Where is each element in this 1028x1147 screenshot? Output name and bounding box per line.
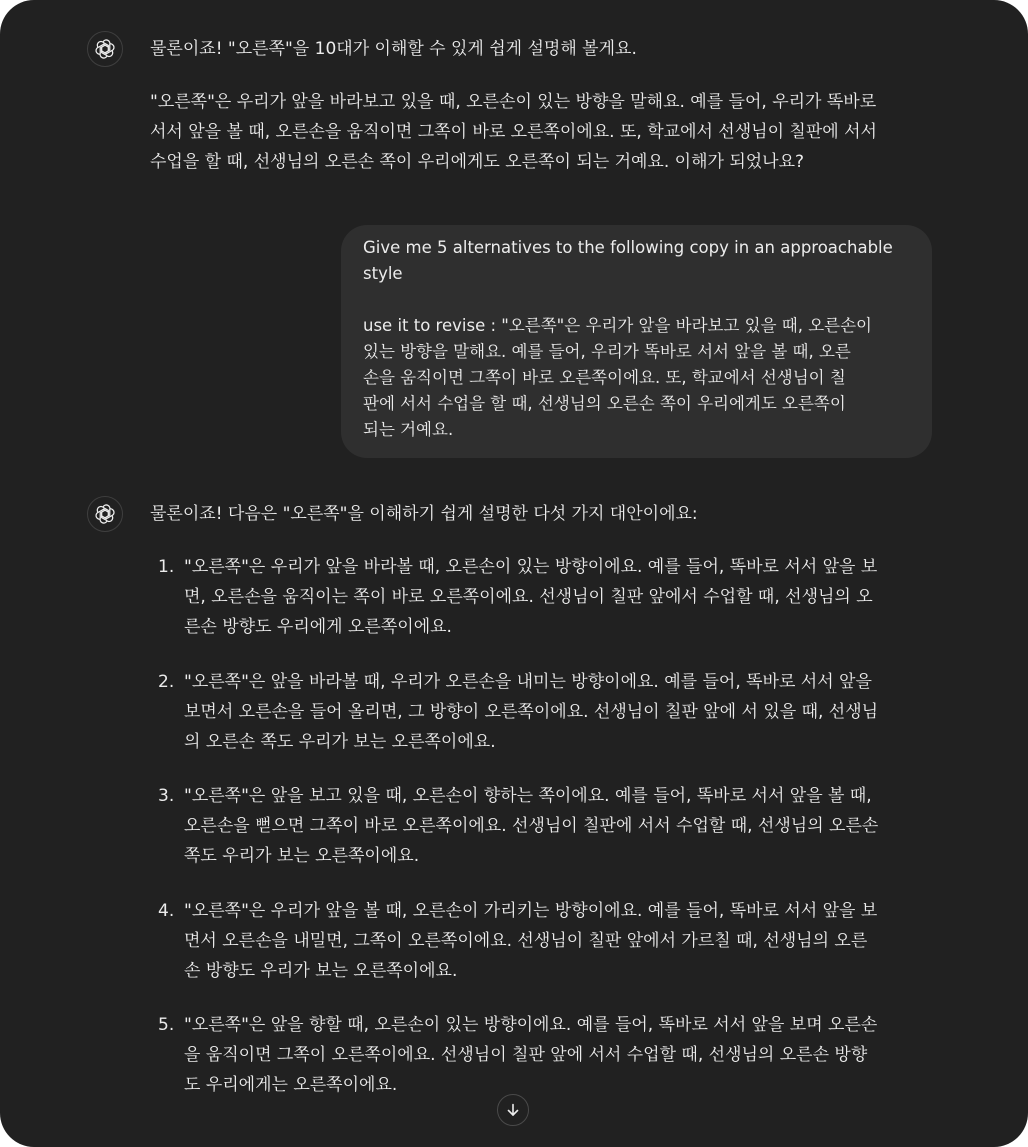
user-message-line: style xyxy=(363,264,403,283)
list-item-line: 도 우리에게는 오른쪽이에요. xyxy=(184,1075,398,1095)
user-message-line: 되는 거예요. xyxy=(363,420,454,439)
assistant-avatar xyxy=(87,31,123,67)
list-item-line: 면서 오른손을 내밀면, 그쪽이 오른쪽이에요. 선생님이 칠판 앞에서 가르칠 때, 선생님의 오른 xyxy=(184,931,868,951)
assistant-avatar xyxy=(87,496,123,532)
user-message-line: 손을 움직이면 그쪽이 바로 오른쪽이에요. 또, 학교에서 선생님이 칠 xyxy=(363,368,846,387)
list-item-number: 2. xyxy=(158,672,175,692)
list-item-line: 을 움직이면 그쪽이 오른쪽이에요. 선생님이 칠판 앞에 서서 수업할 때, 선생님의 오른손 방향 xyxy=(184,1045,868,1065)
user-message-bubble xyxy=(341,225,932,458)
list-item-line: 손 방향도 우리가 보는 오른쪽이에요. xyxy=(184,961,458,981)
arrow-down-icon xyxy=(505,1102,521,1118)
list-item-line: 면, 오른손을 움직이는 쪽이 바로 오른쪽이에요. 선생님이 칠판 앞에서 수업할 때, 선생님의 오 xyxy=(184,587,873,607)
list-item-number: 3. xyxy=(158,786,175,806)
assistant-message-1-intro: 물론이죠! "오른쪽"을 10대가 이해할 수 있게 쉽게 설명해 볼게요. xyxy=(150,39,637,59)
assistant-message-1-body xyxy=(150,87,940,177)
list-item-line: 의 오른손 쪽도 우리가 보는 오른쪽이에요. xyxy=(184,732,496,752)
list-item-line: "오른쪽"은 앞을 보고 있을 때, 오른손이 향하는 쪽이에요. 예를 들어, 똑바로 서서 앞을 볼 때, xyxy=(184,786,872,806)
list-item xyxy=(150,552,930,642)
list-item-number: 4. xyxy=(158,901,175,921)
assistant-message-2-intro: 물론이죠! 다음은 "오른쪽"을 이해하기 쉽게 설명한 다섯 가지 대안이에요: xyxy=(150,504,698,524)
list-item xyxy=(150,896,930,986)
assistant-message-1 xyxy=(150,34,940,177)
openai-logo-icon xyxy=(94,38,116,60)
list-item-line: "오른쪽"은 앞을 향할 때, 오른손이 있는 방향이에요. 예를 들어, 똑바로 서서 앞을 보며 오른손 xyxy=(184,1015,878,1035)
list-item xyxy=(150,667,930,757)
list-item-line: 른손 방향도 우리에게 오른쪽이에요. xyxy=(184,617,452,637)
list-item-line: "오른쪽"은 우리가 앞을 바라볼 때, 오른손이 있는 방향이에요. 예를 들어, 똑바로 서서 앞을 보 xyxy=(184,557,878,577)
list-item-line: "오른쪽"은 앞을 바라볼 때, 우리가 오른손을 내미는 방향이에요. 예를 들어, 똑바로 서서 앞을 xyxy=(184,672,872,692)
assistant-message-1-line: 서서 앞을 볼 때, 오른손을 움직이면 그쪽이 바로 오른쪽이에요. 또, 학교에서 선생님이 칠판에 서서 xyxy=(150,122,877,142)
list-item xyxy=(150,1010,930,1100)
user-message-line: 판에 서서 수업을 할 때, 선생님의 오른손 쪽이 우리에게도 오른쪽이 xyxy=(363,394,846,413)
list-item-line: "오른쪽"은 우리가 앞을 볼 때, 오른손이 가리키는 방향이에요. 예를 들어, 똑바로 서서 앞을 보 xyxy=(184,901,878,921)
assistant-message-1-line: "오른쪽"은 우리가 앞을 바라보고 있을 때, 오른손이 있는 방향을 말해요. 예를 들어, 우리가 똑바로 xyxy=(150,92,877,112)
user-message-line: use it to revise : "오른쪽"은 우리가 앞을 바라보고 있을 때, 오른손이 xyxy=(363,316,872,335)
list-item-line: 쪽도 우리가 보는 오른쪽이에요. xyxy=(184,846,420,866)
openai-logo-icon xyxy=(94,503,116,525)
list-item-line: 오른손을 뻗으면 그쪽이 바로 오른쪽이에요. 선생님이 칠판에 서서 수업할 때, 선생님의 오른손 xyxy=(184,816,879,836)
list-item-number: 5. xyxy=(158,1015,175,1035)
assistant-message-1-line: 수업을 할 때, 선생님의 오른손 쪽이 우리에게도 오른쪽이 되는 거예요. 이해가 되었나요? xyxy=(150,152,805,172)
list-item-number: 1. xyxy=(158,557,175,577)
scroll-to-bottom-button[interactable] xyxy=(497,1094,529,1126)
user-message-line: Give me 5 alternatives to the following copy in an approachable xyxy=(363,238,893,257)
user-message-line: 있는 방향을 말해요. 예를 들어, 우리가 똑바로 서서 앞을 볼 때, 오른 xyxy=(363,342,851,361)
user-message-spacer xyxy=(363,287,902,313)
list-item xyxy=(150,781,930,871)
list-item-line: 보면서 오른손을 들어 올리면, 그 방향이 오른쪽이에요. 선생님이 칠판 앞에 서 있을 때, 선생님 xyxy=(184,702,879,722)
